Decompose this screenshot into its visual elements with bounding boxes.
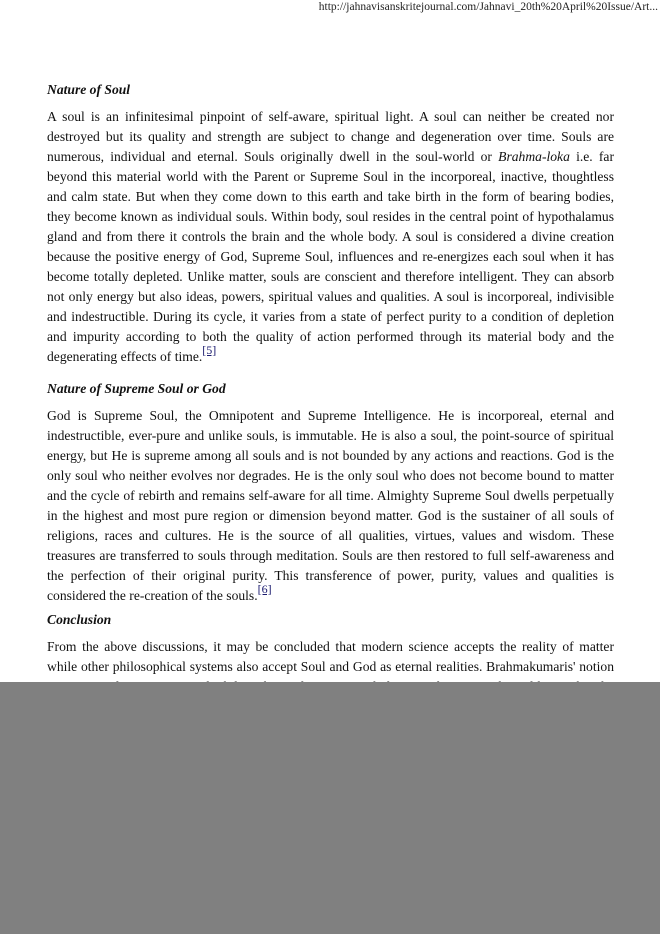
footnote-link-6[interactable]: [6] [257,581,272,596]
paragraph-text: God is Supreme Soul, the Omnipotent and Supreme Intelligence. He is incorporeal, eternal and indestructible, ever-pure and unlike souls, is immutable. He is also a soul, the point-source of spiritual energy, but He is supreme among all souls and is not bounded by any actions and reactions. God is the only soul who neither evolves nor degrades. He is the only soul who does not become bound to matter and the cycle of rebirth and remains self-aware for all time. Almighty Supreme Soul dwells perpetually in the highest and most pure region or dimension beyond matter. God is the sustainer of all souls of religions, races and cultures. He is the source of all qualities, virtues, values and wisdom. These treasures are transferred to souls through meditation. Souls are then restored to full self-awareness and the perfection of their original purity. This transference of power, purity, values and qualities is considered the re-creation of the souls. [47,408,614,603]
paragraph-text: From the above discussions, it may be concluded that modern science accepts the reality of matter while other philosophical systems also accept Soul and God as eternal realities. Brahmakumaris' notion [47,639,614,674]
footnote-link-5[interactable]: [5] [202,342,217,357]
paragraph-text: A soul is an infinitesimal pinpoint of self-aware, spiritual light. A soul can neither be created nor destroyed but its quality and strength are subject to change and degeneration over time. Souls are numerous, individual and eternal. Souls originally dwell in the soul-world or [47,109,614,164]
section-heading-nature-of-soul: Nature of Soul [47,82,131,97]
paragraph-nature-of-soul [47,107,614,367]
article-body [47,80,614,729]
term-brahma-loka: Brahma-loka [498,149,570,164]
paragraph-text: i.e. far beyond this material world with the Parent or Supreme Soul in the incorporeal, inactive, thoughtless and calm state. But when they come down to this earth and take birth in the form of bearing bodies, they become known as individual souls. Within body, soul resides in the central point of hypothalamus gland and from there it controls the brain and the whole body. A soul is considered a divine creation because the positive energy of God, Supreme Soul, influences and re-energizes each soul when it has become totally depleted. Unlike matter, souls are conscient and therefore intelligent. They can absorb not only energy but also ideas, powers, spiritual values and qualities. A soul is incorporeal, indivisible and indestructible. During its cycle, it varies from a state of perfect purity to a condition of depletion and impurity according to both the quality of action performed through its material body and the degenerating effects of time. [47,149,614,364]
gray-overlay-panel [0,682,660,934]
paragraph-supreme-soul [47,406,614,606]
section-heading-conclusion: Conclusion [47,612,112,627]
section-heading-supreme-soul: Nature of Supreme Soul or God [47,381,226,396]
page-url-header: http://jahnavisanskritejournal.com/Jahnavi_20th%20April%20Issue/Art... [318,1,658,13]
